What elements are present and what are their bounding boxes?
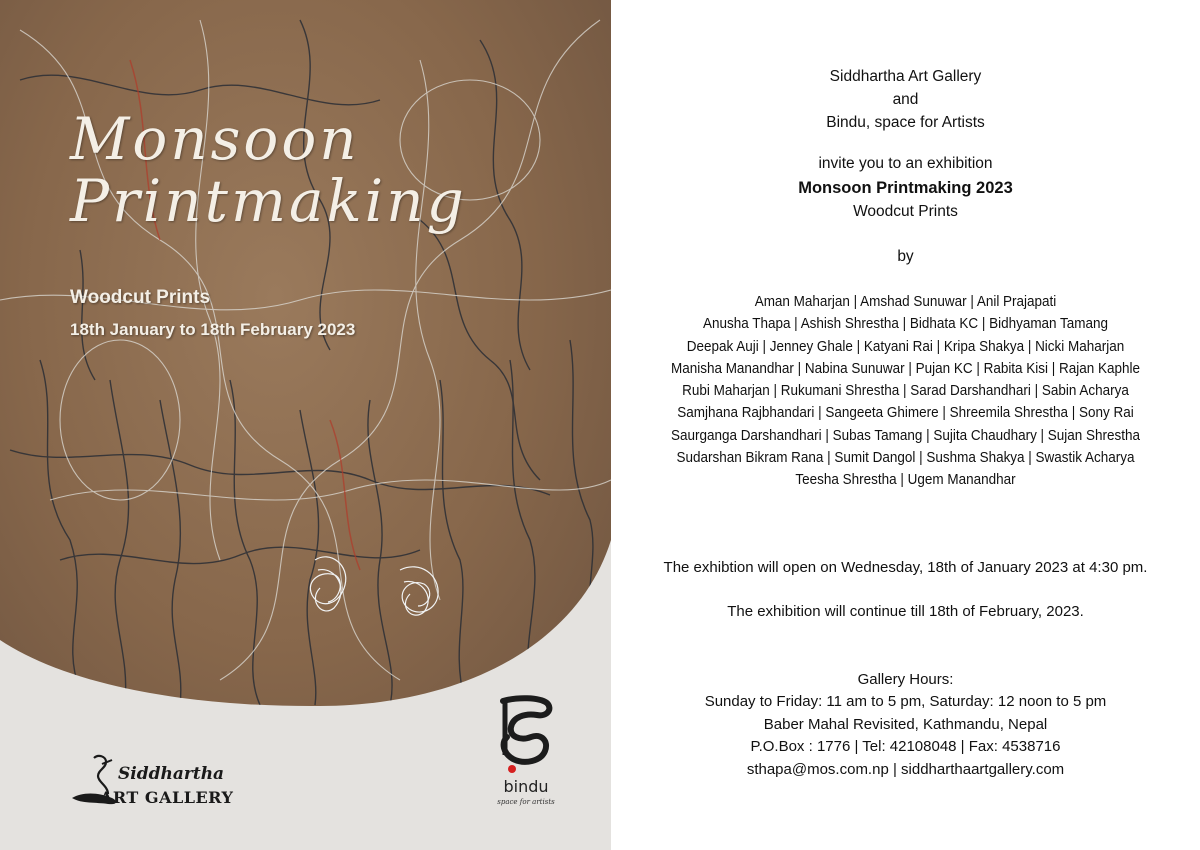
organizer-line: Siddhartha Art Gallery xyxy=(829,68,982,85)
hours-text: Sunday to Friday: 11 am to 5 pm, Saturday: 12 noon to 5 pm xyxy=(704,693,1107,711)
artist-line: Sudarshan Bikram Rana | Sumit Dangol | Sushma Shakya | Swastik Acharya xyxy=(676,450,1135,467)
poster-dates: 18th January to 18th February 2023 xyxy=(70,320,356,339)
exhibition-title: Monsoon Printmaking 2023 xyxy=(798,179,1013,197)
poster-title-line1: Monsoon xyxy=(70,105,360,173)
artist-line: Manisha Manandhar | Nabina Sunuwar | Pujan KC | Rabita Kisi | Rajan Kaphle xyxy=(670,360,1141,377)
poster-title xyxy=(70,105,467,235)
poster-title-line2: Printmaking xyxy=(70,167,467,235)
bindu-logo-icon xyxy=(495,695,555,775)
siddhartha-logo-subtitle: ART GALLERY xyxy=(100,788,234,807)
poster-subtitle: Woodcut Prints xyxy=(70,287,211,308)
artist-line: Teesha Shrestha | Ugem Manandhar xyxy=(795,472,1016,489)
bindu-logo-tagline: space for artists xyxy=(497,798,555,806)
artist-line: Anusha Thapa | Ashish Shrestha | Bidhata KC | Bidhyaman Tamang xyxy=(702,316,1109,333)
artist-line: Saurganga Darshandhari | Subas Tamang | Sujita Chaudhary | Sujan Shrestha xyxy=(670,427,1141,444)
bindu-logo-name: bindu xyxy=(503,777,549,796)
opening-info: The exhibtion will open on Wednesday, 18th of January 2023 at 4:30 pm. xyxy=(663,559,1148,576)
by-label: by xyxy=(897,248,914,265)
artist-line: Rubi Maharjan | Rukumani Shrestha | Sarad Darshandhari | Sabin Acharya xyxy=(682,383,1129,400)
artist-line: Aman Maharjan | Amshad Sunuwar | Anil Prajapati xyxy=(754,294,1057,310)
hours-heading: Gallery Hours: xyxy=(857,671,954,688)
closing-info: The exhibition will continue till 18th of February, 2023. xyxy=(727,603,1084,620)
contact-text: P.O.Box : 1776 | Tel: 42108048 | Fax: 4538716 xyxy=(750,738,1061,756)
invite-text: invite you to an exhibition xyxy=(818,155,993,172)
gallery-info xyxy=(611,669,1200,781)
artist-line: Deepak Auji | Jenney Ghale | Katyani Rai | Kripa Shakya | Nicki Maharjan xyxy=(686,338,1125,355)
exhibition-subtitle: Woodcut Prints xyxy=(853,203,958,220)
artist-list xyxy=(632,291,1180,492)
organizer-line: and xyxy=(892,91,919,108)
invitation-panel xyxy=(611,0,1200,850)
organizers xyxy=(611,65,1200,134)
artist-line: Samjhana Rajbhandari | Sangeeta Ghimere | Shreemila Shrestha | Sony Rai xyxy=(677,405,1134,422)
siddhartha-logo-name: Siddhartha xyxy=(118,764,225,784)
web-text: sthapa@mos.com.np | siddharthaartgallery.com xyxy=(746,760,1065,778)
organizer-line: Bindu, space for Artists xyxy=(826,114,985,131)
address-text: Baber Mahal Revisited, Kathmandu, Nepal xyxy=(763,715,1048,733)
